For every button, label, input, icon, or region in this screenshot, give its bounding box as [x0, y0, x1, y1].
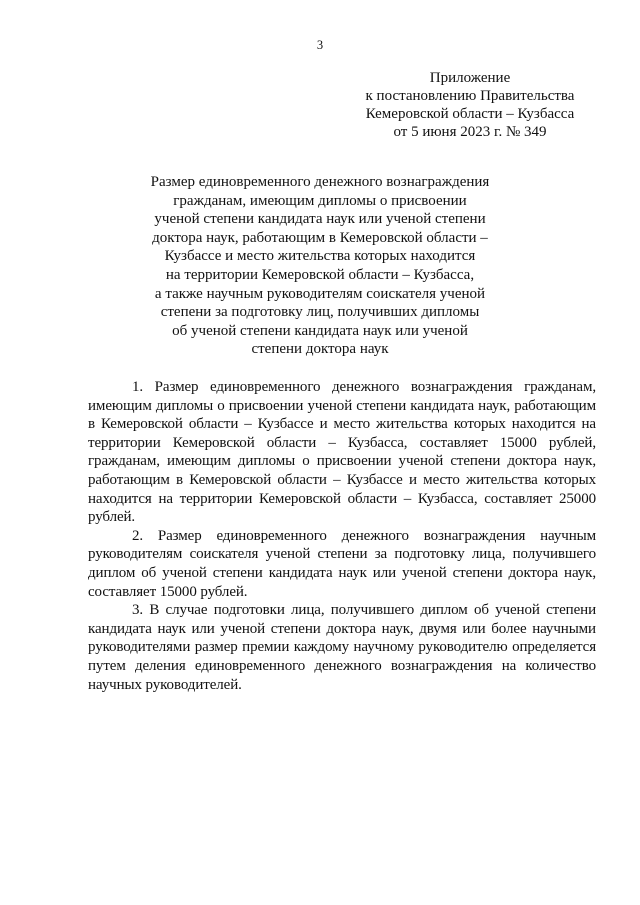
title-line: а также научным руководителям соискателя ученой — [154, 285, 486, 302]
title-line: степени доктора наук — [251, 341, 389, 358]
title-line: ученой степени кандидата наук или ученой степени — [154, 211, 486, 228]
paragraph-1: 1. Размер единовременного денежного вознаграждения гражданам, имеющим дипломы о присвоении ученой степени кандидата наук, работающим в Кемеровской области – Кузбассе и место жительства которых находится на территории Кемеровской области – Кузбасса, составляет 15000 рублей, гражданам, имеющим дипломы о присвоении ученой степени доктора наук, работающим в Кемеровской области – Кузбассе и место жительства которых находится на территории Кемеровской области – Кузбасса, составляет 25000 рублей. — [88, 379, 596, 526]
title-line: на территории Кемеровской области – Кузбасса, — [165, 266, 475, 283]
title-line: доктора наук, работающим в Кемеровской области – — [152, 229, 488, 246]
appendix-line: Приложение — [429, 70, 511, 86]
appendix-line: к постановлению Правительства — [365, 88, 575, 104]
title-line: гражданам, имеющим дипломы о присвоении — [173, 192, 467, 209]
appendix-line: от 5 июня 2023 г. № 349 — [393, 124, 547, 140]
appendix-block — [360, 69, 580, 141]
appendix-line: Кемеровской области – Кузбасса — [365, 106, 575, 122]
paragraph-2: 2. Размер единовременного денежного вознаграждения научным руководителям соискателя ученой степени за подготовку лица, получившего диплом об ученой степени кандидата наук или ученой степени доктора наук, составляет 15000 рублей. — [88, 527, 596, 600]
title-line: Размер единовременного денежного вознаграждения — [150, 174, 490, 190]
document-body — [88, 378, 596, 694]
title-line: Кузбассе и место жительства которых находится — [164, 248, 476, 265]
page-number: 3 — [316, 38, 324, 52]
title-line: степени за подготовку лиц, получивших дипломы — [160, 304, 480, 321]
paragraph-3: 3. В случае подготовки лица, получившего диплом об ученой степени кандидата наук или ученой степени доктора наук, двумя или более научными руководителями размер премии каждому научному руководителю определяется путем деления единовременного денежного вознаграждения на количество научных руководителей. — [88, 602, 596, 693]
document-title — [130, 173, 510, 359]
title-line: об ученой степени кандидата наук или ученой — [172, 322, 468, 339]
